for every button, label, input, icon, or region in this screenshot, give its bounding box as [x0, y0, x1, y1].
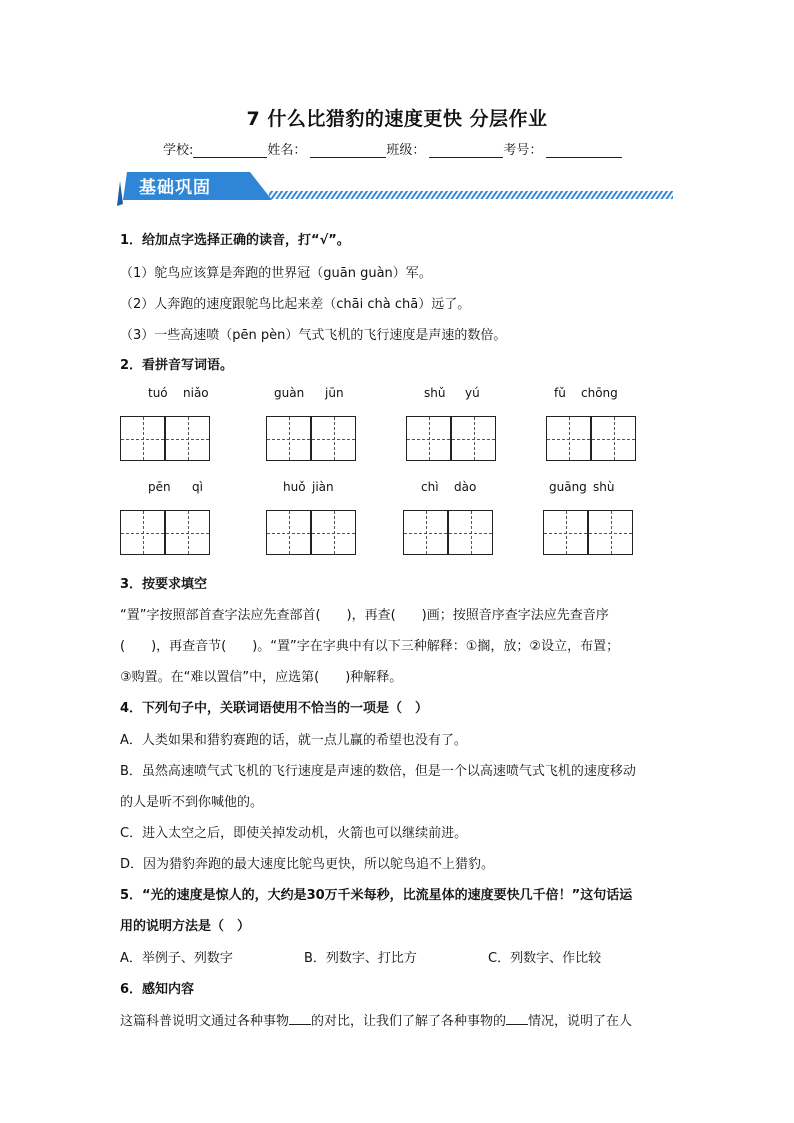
- question-1-title: 1．给加点字选择正确的读音，打“√”。: [120, 233, 350, 248]
- q3-line: ( )，再查音节( )。“置”字在字典中有以下三种解释：①搁，放；②设立，布置；: [120, 639, 620, 654]
- pinyin: niǎo: [183, 386, 209, 400]
- pinyin: chōng: [581, 386, 618, 400]
- writing-grid[interactable]: [266, 510, 357, 555]
- fill-blank[interactable]: [289, 1012, 311, 1025]
- name-label: 姓名：: [267, 143, 307, 158]
- pinyin: guāng: [549, 480, 587, 494]
- question-2-title: 2．看拼音写词语。: [120, 358, 234, 373]
- q5-option-c[interactable]: C．列数字、作比较: [488, 951, 602, 966]
- pinyin: yú: [465, 386, 480, 400]
- q1-item-1: （1）鸵鸟应该算是奔跑的世界冠（guān guàn）军。: [120, 266, 432, 281]
- page-title: 7 什么比猎豹的速度更快 分层作业: [246, 108, 548, 130]
- question-6-title: 6．感知内容: [120, 982, 195, 997]
- q4-option-c[interactable]: C．进入太空之后，即使关掉发动机，火箭也可以继续前进。: [120, 826, 468, 841]
- q4-option-b[interactable]: B．虽然高速喷气式飞机的飞行速度是声速的数倍，但是一个以高速喷气式飞机的速度移动: [120, 764, 636, 779]
- writing-grid[interactable]: [403, 510, 494, 555]
- pinyin: chì: [421, 480, 439, 494]
- school-label: 学校:: [163, 143, 194, 158]
- pinyin: jūn: [325, 386, 344, 400]
- q3-line: “置”字按照部首查字法应先查部首( )，再查( )画；按照音序查字法应先查音序: [120, 608, 609, 623]
- writing-grid[interactable]: [406, 416, 497, 461]
- pinyin: huǒ: [283, 480, 306, 494]
- q3-line: ③购置。在“难以置信”中，应选第( )种解释。: [120, 670, 403, 685]
- q6-line: [120, 1010, 632, 1029]
- fill-blank[interactable]: [506, 1012, 528, 1025]
- class-label: 班级：: [386, 143, 426, 158]
- pinyin: pēn: [148, 480, 171, 494]
- writing-grid[interactable]: [120, 510, 211, 555]
- question-5-title: 5．“光的速度是惊人的，大约是30万千米每秒，比流星体的速度要快几千倍！”这句话运: [120, 888, 633, 903]
- pinyin: jiàn: [312, 480, 334, 494]
- q4-option-b-cont: 的人是听不到你喊他的。: [120, 795, 264, 810]
- writing-grid[interactable]: [543, 510, 634, 555]
- pinyin: shù: [593, 480, 615, 494]
- pinyin: tuó: [148, 386, 168, 400]
- writing-grid[interactable]: [546, 416, 637, 461]
- student-info-line: [163, 139, 622, 158]
- q5-option-a[interactable]: A．举例子、列数字: [120, 951, 233, 966]
- question-5-title-cont: 用的说明方法是（ ）: [120, 919, 251, 934]
- q6-text-a: 这篇科普说明文通过各种事物: [120, 1014, 290, 1029]
- question-4-title: 4．下列句子中，关联词语使用不恰当的一项是（ ）: [120, 701, 429, 716]
- exam-no-label: 考号：: [503, 143, 543, 158]
- question-3-title: 3．按要求填空: [120, 577, 208, 592]
- pinyin: dào: [454, 480, 477, 494]
- banner-fold: [117, 181, 123, 206]
- class-field[interactable]: [429, 143, 503, 158]
- banner-label: 基础巩固: [139, 178, 211, 198]
- school-field[interactable]: [193, 143, 267, 158]
- pinyin: guàn: [274, 386, 305, 400]
- q6-text-c: 情况，说明了在人: [528, 1014, 633, 1029]
- q5-option-b[interactable]: B．列数字、打比方: [304, 951, 417, 966]
- exam-no-field[interactable]: [546, 143, 622, 158]
- q1-item-2: （2）人奔跑的速度跟鸵鸟比起来差（chāi chà chā）远了。: [120, 297, 471, 312]
- q4-option-d[interactable]: D．因为猎豹奔跑的最大速度比鸵鸟更快，所以鸵鸟追不上猎豹。: [120, 857, 495, 872]
- writing-grid[interactable]: [266, 416, 357, 461]
- q1-item-3: （3）一些高速喷（pēn pèn）气式飞机的飞行速度是声速的数倍。: [120, 328, 507, 343]
- pinyin: qì: [192, 480, 203, 494]
- pinyin: fǔ: [554, 386, 566, 400]
- section-banner: [117, 168, 677, 212]
- banner-hatch: [269, 191, 673, 199]
- q4-option-a[interactable]: A．人类如果和猎豹赛跑的话，就一点儿赢的希望也没有了。: [120, 733, 467, 748]
- name-field[interactable]: [310, 143, 386, 158]
- writing-grid[interactable]: [120, 416, 211, 461]
- q6-text-b: 的对比，让我们了解了各种事物的: [311, 1014, 507, 1029]
- pinyin: shǔ: [424, 386, 446, 400]
